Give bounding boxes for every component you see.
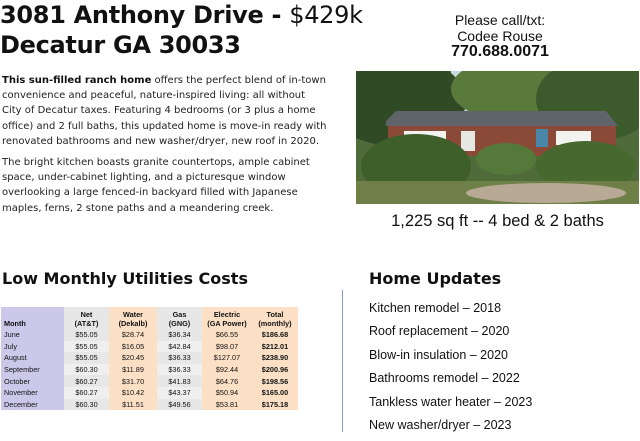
utilities-heading: Low Monthly Utilities Costs (2, 269, 248, 288)
table-row (1, 364, 298, 376)
description-lead: This sun-filled ranch home (2, 75, 152, 86)
electric-cell: $92.44 (202, 364, 252, 376)
water-cell: $11.89 (109, 364, 157, 376)
col-header-net: Net (AT&T) (64, 307, 109, 329)
gas-cell: $36.33 (157, 352, 202, 364)
total-cell: $212.01 (252, 341, 298, 353)
net-cell: $55.05 (64, 341, 109, 353)
address-line-2: Decatur GA 30033 (0, 31, 241, 59)
list-item: Kitchen remodel – 2018 (369, 301, 502, 315)
address-line-1 (0, 0, 400, 30)
list-item: Blow-in insulation – 2020 (369, 347, 508, 362)
water-cell: $11.51 (109, 399, 157, 411)
total-cell: $175.18 (252, 399, 298, 411)
total-cell: $198.56 (252, 375, 298, 387)
total-cell: $165.00 (252, 387, 298, 399)
gas-cell: $49.56 (157, 399, 202, 411)
list-item: Bathrooms remodel – 2022 (369, 371, 520, 386)
month-cell: June (1, 329, 64, 341)
month-cell: August (1, 352, 64, 364)
table-row (1, 399, 298, 411)
water-cell: $28.74 (109, 329, 157, 341)
electric-cell: $127.07 (202, 352, 252, 364)
table-row (1, 387, 298, 399)
month-cell: November (1, 387, 64, 399)
list-item: New washer/dryer – 2023 (369, 417, 512, 432)
month-cell: October (1, 375, 64, 387)
water-cell: $31.70 (109, 375, 157, 387)
description-paragraph-1-text: offers the perfect blend of in-town convenience and peaceful, nature-inspired living: all without City of Decatur taxes. Featuring 4 bedrooms (or 3 plus a home office) and 2 full baths, this updated home is move-in ready with renovated bathrooms and new washer/dryer, new roof in 2020. (2, 75, 327, 147)
gas-cell: $36.33 (157, 364, 202, 376)
house-photo (356, 71, 639, 204)
table-row (1, 329, 298, 341)
col-header-month: Month (1, 307, 64, 329)
phone-number[interactable]: 770.688.0071 (451, 43, 549, 60)
total-cell: $238.90 (252, 352, 298, 364)
listing-title (0, 0, 400, 60)
updates-heading: Home Updates (369, 269, 502, 288)
utilities-header-row (1, 307, 298, 329)
section-divider (342, 290, 343, 432)
property-summary: 1,225 sq ft -- 4 bed & 2 baths (391, 212, 604, 230)
gas-cell: $42.84 (157, 341, 202, 353)
month-cell: July (1, 341, 64, 353)
net-cell: $55.05 (64, 352, 109, 364)
net-cell: $60.27 (64, 375, 109, 387)
electric-cell: $53.81 (202, 399, 252, 411)
net-cell: $60.30 (64, 399, 109, 411)
col-header-total: Total (monthly) (252, 307, 298, 329)
net-cell: $60.30 (64, 364, 109, 376)
month-cell: December (1, 399, 64, 411)
property-description (2, 73, 327, 222)
street-address: 3081 Anthony Drive - (0, 1, 290, 29)
gas-cell: $43.37 (157, 387, 202, 399)
net-cell: $55.05 (64, 329, 109, 341)
col-header-electric: Electric (GA Power) (202, 307, 252, 329)
col-header-gas: Gas (GNG) (157, 307, 202, 329)
table-row (1, 341, 298, 353)
utilities-table (1, 307, 298, 410)
contact-block (415, 12, 585, 60)
total-cell: $200.96 (252, 364, 298, 376)
month-cell: September (1, 364, 64, 376)
gas-cell: $36.34 (157, 329, 202, 341)
water-cell: $20.45 (109, 352, 157, 364)
list-item: Roof replacement – 2020 (369, 324, 510, 339)
home-updates-list (369, 301, 629, 441)
gas-cell: $41.83 (157, 375, 202, 387)
water-cell: $16.05 (109, 341, 157, 353)
electric-cell: $66.55 (202, 329, 252, 341)
table-row (1, 352, 298, 364)
listing-price: $429k (289, 1, 363, 29)
description-paragraph-2: The bright kitchen boasts granite countertops, ample cabinet space, under-cabinet lighting, and a picturesque window overlooking a large fenced-in backyard filled with Japanese maples, ferns, 2 stone paths and a meandering creek. (2, 157, 310, 214)
electric-cell: $64.76 (202, 375, 252, 387)
col-header-water: Water (Dekalb) (109, 307, 157, 329)
table-row (1, 375, 298, 387)
description-paragraph-1 (2, 73, 327, 149)
contact-prompt: Please call/txt: (454, 12, 546, 28)
total-cell: $186.68 (252, 329, 298, 341)
net-cell: $60.27 (64, 387, 109, 399)
electric-cell: $50.94 (202, 387, 252, 399)
electric-cell: $98.07 (202, 341, 252, 353)
agent-name: Codee Rouse (457, 28, 543, 44)
list-item: Tankless water heater – 2023 (369, 394, 533, 409)
water-cell: $10.42 (109, 387, 157, 399)
